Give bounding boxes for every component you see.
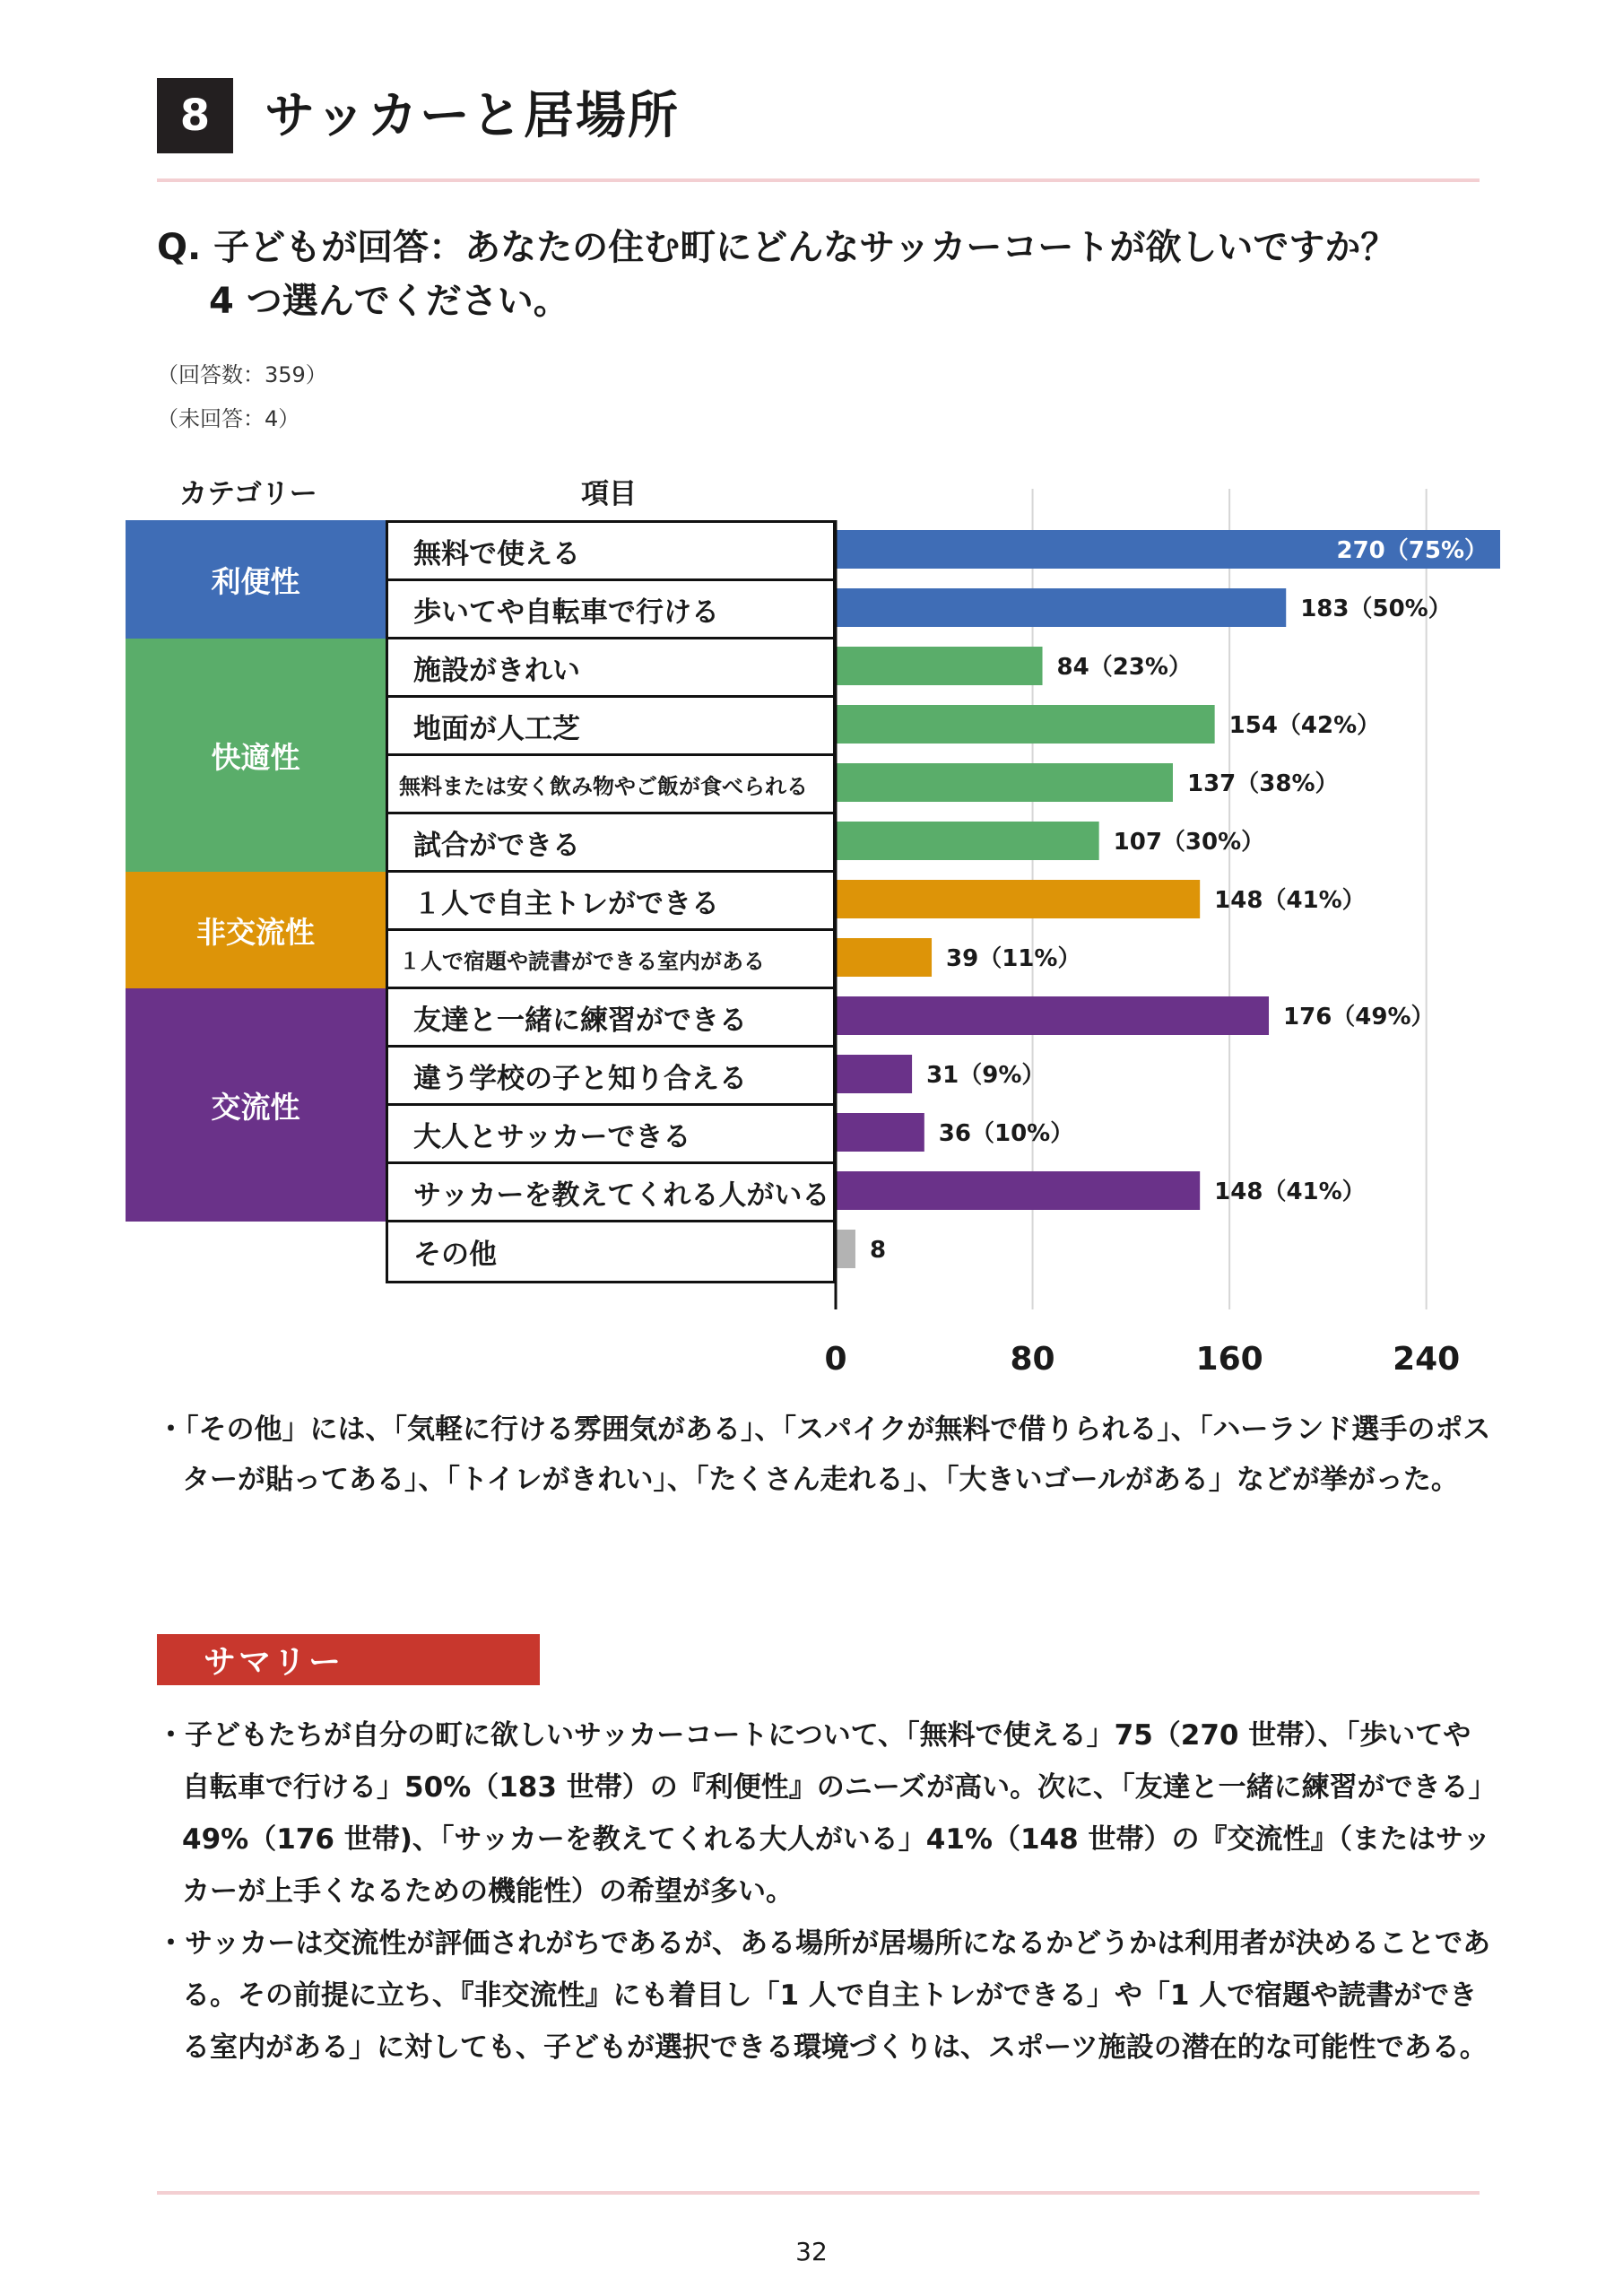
category-column-header: カテゴリー [179,478,317,510]
bar-value-label: 148（41%） [1214,887,1366,914]
bar-value-label: 270（75%） [1336,537,1488,564]
unanswered-count: （未回答：4） [157,406,300,431]
bar [836,1113,924,1152]
note-paragraph: ・「その他」には、「気軽に行ける雰囲気がある」、「スパイクが無料で借りられる」、「ハーランド選手のポスターが貼ってある」、「トイレがきれい」、「たくさん走れる」、「大きいゴールがある」などが挙がった。 [157,1413,1491,1496]
bar-value-label: 137（38%） [1186,770,1339,797]
bar [836,880,1200,918]
bar-value-label: 107（30%） [1113,829,1265,856]
summary-bullet: ・子どもたちが自分の町に欲しいサッカーコートについて、「無料で使える」75（270 世帯）、「歩いてや自転車で行ける」50%（183 世帯）の『利便性』のニーズが高い。次に、「友達と一緒に練習ができる」49%（176 世帯)、「サッカーを教えてくれる大人がいる」41%（148 世帯）の『交流性』（またはサッカーが上手くなるための機能性）の希望が多い。 [157,1719,1491,1908]
bar [836,938,932,977]
x-tick-label: 80 [1010,1341,1055,1378]
summary-body [157,1709,1493,2074]
bar [836,763,1173,802]
section-number-badge: 8 [157,78,233,153]
item-column-header: 項目 [581,478,637,510]
item-row: 友達と一緒に練習ができる [388,989,833,1048]
bar [836,996,1269,1035]
bar [836,705,1215,744]
item-row: サッカーを教えてくれる人がいる [388,1164,833,1222]
bar-value-label: 183（50%） [1300,596,1452,622]
bar-value-label: 154（42%） [1228,712,1381,739]
bar [836,588,1286,627]
notes [157,1405,1493,1505]
category-label: 快適性 [211,739,300,775]
bar [836,1230,855,1268]
bar-value-label: 8 [869,1237,887,1264]
page-number: 32 [795,2237,828,2266]
x-tick-label: 0 [824,1341,847,1378]
bar [836,647,1043,685]
bar-value-label: 148（41%） [1214,1178,1366,1205]
item-row: １人で自主トレができる [388,873,833,931]
x-tick-label: 240 [1393,1341,1461,1378]
item-row: 歩いてや自転車で行ける [388,581,833,639]
section-title: サッカーと居場所 [265,87,680,145]
bar-value-label: 36（10%） [938,1120,1074,1147]
bar-value-label: 39（11%） [946,945,1081,972]
bar-value-label: 31（9%） [926,1062,1046,1089]
item-row: その他 [413,1239,497,1271]
bar-value-label: 84（23%） [1056,654,1192,681]
bar [836,1055,912,1093]
item-row: 施設がきれい [388,639,833,698]
bar [836,1171,1200,1210]
question-line-1: Q. 子どもが回答：あなたの住む町にどんなサッカーコートが欲しいですか？ [157,227,1397,268]
bar [836,822,1099,860]
item-row: 試合ができる [388,814,833,873]
category-label: 利便性 [211,563,300,599]
item-row: 地面が人工芝 [388,698,833,756]
question-line-2: 4 つ選んでください。 [209,281,569,322]
item-row: 違う学校の子と知り合える [388,1048,833,1106]
category-label: 交流性 [211,1089,300,1125]
item-row: 無料または安く飲み物やご飯が食べられる [388,756,833,814]
bar-value-label: 176（49%） [1283,1004,1435,1031]
item-row: １人で宿題や読書ができる室内がある [388,931,833,989]
footer-divider [157,2191,1480,2195]
item-row: 大人とサッカーできる [388,1106,833,1164]
x-tick-label: 160 [1195,1341,1263,1378]
item-row: 無料で使える [388,523,833,581]
response-count: （回答数：359） [157,362,327,387]
summary-heading: サマリー [157,1634,540,1685]
category-label: 非交流性 [196,914,315,950]
summary-bullet: ・サッカーは交流性が評価されがちであるが、ある場所が居場所になるかどうかは利用者が決めることである。その前提に立ち、『非交流性』にも着目し「1 人で自主トレができる」や「1 人で宿題や読書ができる室内がある」に対しても、子どもが選択できる環境づくりは、スポーツ施設の潜在的な可能性である。 [157,1927,1491,2064]
